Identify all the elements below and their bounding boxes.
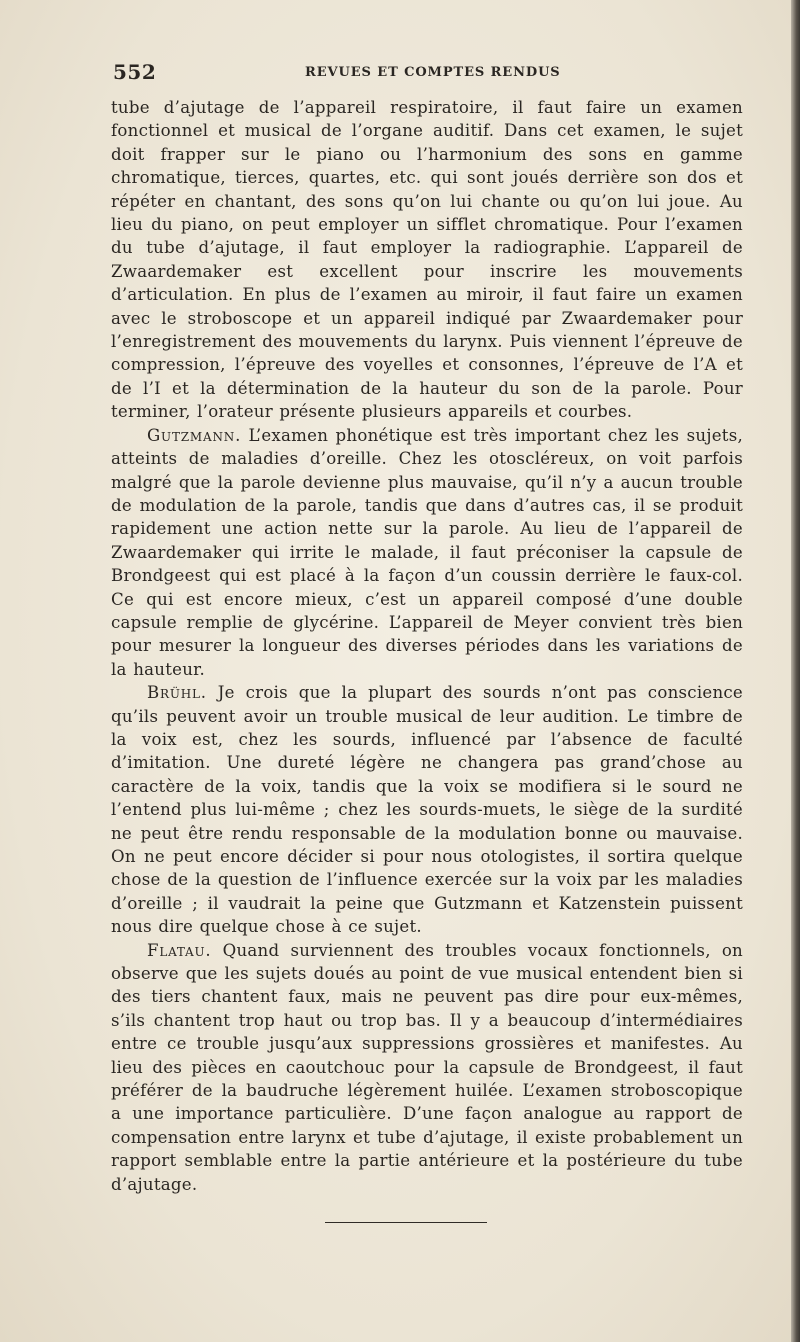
speaker-name: Gutzmann. [147, 425, 242, 445]
paragraph [111, 96, 743, 424]
body-text [111, 96, 743, 1196]
page-number: 552 [113, 60, 157, 84]
speaker-name: Brühl. [147, 683, 207, 703]
running-title: REVUES ET COMPTES RENDUS [305, 65, 561, 80]
paragraph-text: L’examen phonétique est très important chez les sujets, atteints de maladies d’oreille. Chez les otoscléreux, on voit parfois malgré que la parole devienne plus mauvaise, qu’il n’y a aucun trouble de modulation de la parole, tandis que dans d’autres cas, il se produit rapidement une action nette sur la parole. Au lieu de l’appareil de Zwaardemaker qui irrite le malade, il faut préconiser la capsule de Brondgeest qui est placé à la façon d’un coussin derrière le faux-col. Ce qui est encore mieux, c’est un appareil composé d’une double capsule remplie de glycérine. L’appareil de Meyer convient très bien pour mesurer la longueur des diverses périodes dans les variations de la hauteur. [111, 425, 744, 679]
paragraph [111, 681, 743, 938]
paragraph [111, 939, 743, 1196]
paragraph-text: Je crois que la plupart des sourds n’ont pas conscience qu’ils peuvent avoir un trouble musical de leur audition. Le timbre de la voix est, chez les sourds, influencé par l’absence de faculté d’imitation. Une dureté légère ne changera pas grand’chose au caractère de la voix, tandis que la voix se modifiera si le sourd ne l’entend plus lui-même ; chez les sourds-muets, le siège de la surdité ne peut être rendu responsable de la modulation bonne ou mauvaise. On ne peut encore décider si pour nous otologistes, il sortira quelque chose de la question de l’influence exercée sur la voix par les maladies d’oreille ; il vaudrait la peine que Gutzmann et Katzenstein puissent nous dire quelque chose à ce sujet. [111, 683, 744, 937]
paragraph-text: Quand surviennent des troubles vocaux fonctionnels, on observe que les sujets doués au point de vue musical entendent bien si des tiers chantent faux, mais ne peuvent pas dire pour eux-mêmes, s’ils chantent trop haut ou trop bas. Il y a beaucoup d’intermédiaires entre ce trouble jusqu’aux suppressions grossières et manifestes. Au lieu des pièces en caoutchouc pour la capsule de Brondgeest, il faut préférer de la baudruche légèrement huilée. L’examen stroboscopique a une importance particulière. D’une façon analogue au rapport de compensation entre larynx et tube d’ajutage, il existe probablement un rapport semblable entre la partie antérieure et la postérieure du tube d’ajutage. [111, 940, 743, 1194]
page-edge-shadow [791, 0, 800, 1342]
running-header [113, 60, 743, 90]
paragraph-text: tube d’ajutage de l’appareil respiratoire, il faut faire un examen fonctionnel et musical de l’organe auditif. Dans cet examen, le sujet doit frapper sur le piano ou l’harmonium des sons en gamme chromatique, tierces, quartes, etc. qui sont joués derrière son dos et répéter en chantant, des sons qu’on lui chante ou qu’on lui joue. Au lieu du piano, on peut employer un sifflet chromatique. Pour l’examen du tube d’ajutage, il faut employer la radiographie. L’appareil de Zwaardemaker est excellent pour inscrire les mouvements d’articulation. En plus de l’examen au miroir, il faut faire un examen avec le stroboscope et un appareil indiqué par Zwaardemaker pour l’enregistrement des mouvements du larynx. Puis viennent l’épreuve de compression, l’épreuve des voyelles et consonnes, l’épreuve de l’A et de l’I et la détermination de la hauteur du son de la parole. Pour terminer, l’orateur présente plusieurs appareils et courbes. [111, 98, 743, 422]
paragraph [111, 424, 743, 681]
footer-rule [325, 1222, 487, 1223]
speaker-name: Flatau. [147, 940, 212, 960]
